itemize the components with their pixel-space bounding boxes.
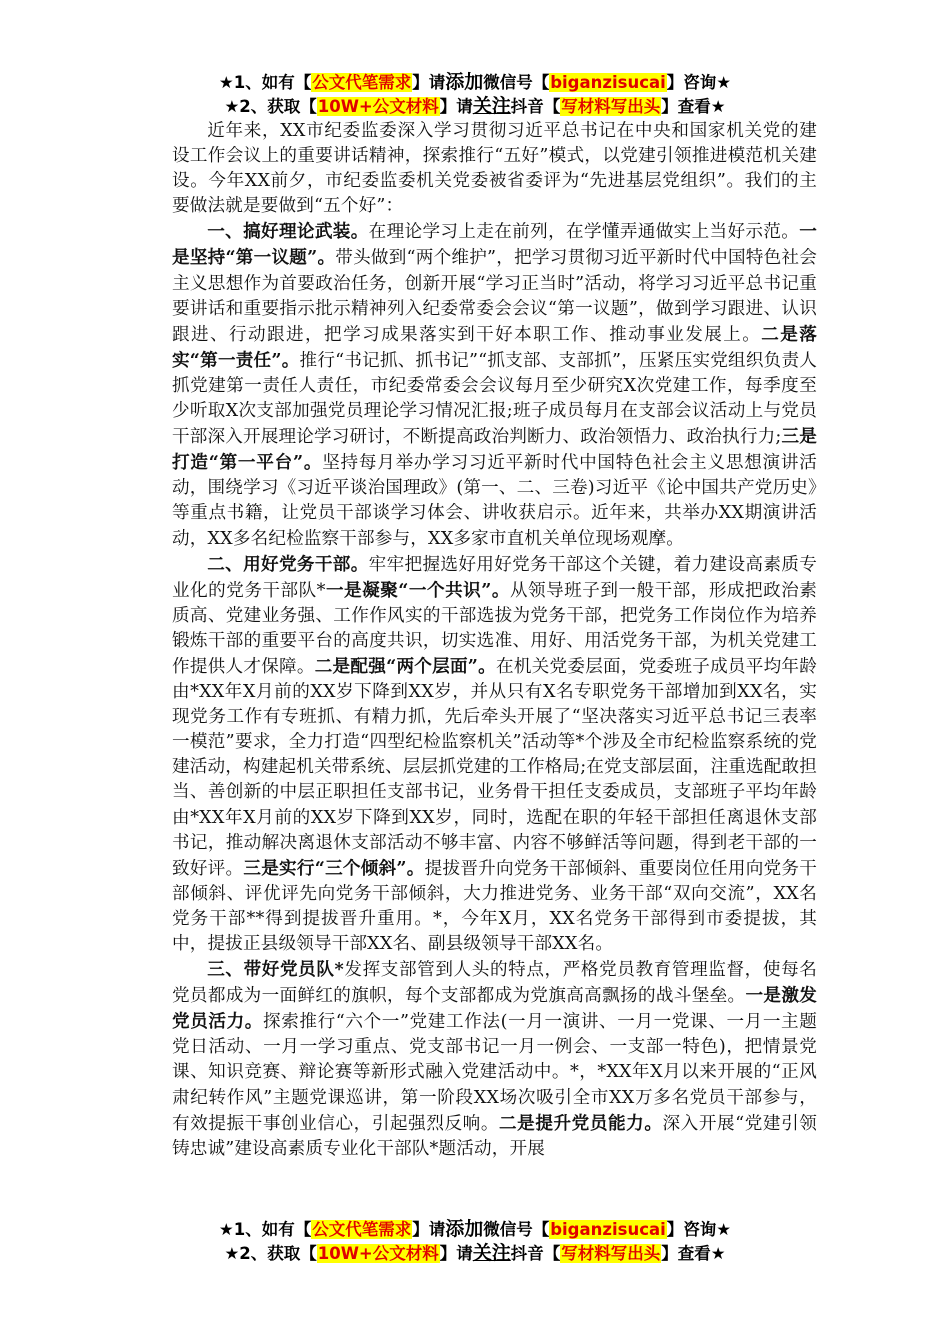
promo-highlight: 公文代笔需求 (312, 1220, 412, 1239)
promo-douyin-id: 写材料写出头 (561, 1244, 661, 1263)
intro-paragraph: 近年来，XX市纪委监委深入学习贯彻习近平总书记在中央和国家机关党的建设工作会议上的重要讲话精神，探索推行“五好”模式，以党建引领推进模范机关建设。今年XX前夕，市纪委监委机关党委被省委评为“先进基层党组织”。我们的主要做法就是要做到“五个好”： (172, 121, 817, 217)
promo-line-2-footer (0, 1241, 950, 1266)
promo-line-1-footer (0, 1217, 950, 1242)
promo-text: 】请 (412, 1220, 446, 1239)
promo-text: 】请 (412, 73, 446, 92)
promo-highlight: 10W+公文材料 (317, 97, 439, 116)
section-heading: 三、带好党员队* (207, 959, 344, 981)
promo-wechat-id: biganzisucai (550, 73, 666, 92)
point-heading: 三是实行“三个倾斜”。 (243, 857, 425, 879)
paragraph-text: 在理论学习上走在前列，在学懂弄通做实上当好示范。 (368, 222, 800, 243)
paragraph-text: 带头做到“两个维护”，把学习贯彻习近平新时代中国特色社会主义思想作为首要政治任务，创新开展“学习正当时”活动，将学习习近平总书记重要讲话和重要指示批示精神列入纪委常委会会议“第一议题”，做到学习跟进、认识跟进、行动跟进，把学习成果落实到干好本职工作、推动事业发展上。 (172, 248, 817, 345)
promo-highlight: 10W+公文材料 (317, 1244, 439, 1263)
promo-text: 抖音【 (510, 1244, 561, 1263)
promo-text: 微信号【 (483, 73, 550, 92)
promo-emphasis: 关注 (472, 95, 511, 117)
section-3-paragraph (172, 957, 817, 1162)
promo-highlight: 公文代笔需求 (312, 73, 412, 92)
promo-prefix: ★1、如有【 (218, 73, 312, 92)
promo-prefix: ★2、获取【 (224, 97, 317, 116)
promo-text: 微信号【 (483, 1220, 550, 1239)
section-1-paragraph (172, 219, 817, 551)
promo-line-1 (0, 70, 950, 95)
promo-suffix: 】咨询★ (666, 73, 732, 92)
paragraph-text: 在机关党委层面，党委班子成员平均年龄由*XX年X月前的XX岁下降到XX岁，并从只有X名专职党务干部增加到XX名，实现党务工作有专班抓、有精力抓，先后牵头开展了“坚决落实习近平总书记三表率一模范”要求，全力打造“四型纪检监察机关”活动等*个涉及全市纪检监察系统的党建活动，构建起机关带系统、层层抓党建的工作格局;在党支部层面，注重选配敢担当、善创新的中层正职担任支部书记，业务骨干担任支委成员，支部班子平均年龄由*XX年X月前的XX岁下降到XX岁，同时，选配在职的年轻干部担任离退休支部书记，推动解决离退休支部活动不够丰富、内容不够鲜活等问题，得到老干部的一致好评。 (172, 656, 818, 879)
promo-emphasis: 添加 (445, 1218, 484, 1240)
section-2-paragraph (172, 552, 817, 958)
point-heading: 一是激发党员活力。 (172, 985, 817, 1033)
promo-text: 】请 (439, 97, 473, 116)
point-heading: 三是打造“第一平台”。 (172, 426, 817, 474)
paragraph-text: 推行“书记抓、抓书记”“抓支部、支部抓”，压紧压实党组织负责人抓党建第一责任人责任，市纪委常委会会议每月至少研究X次党建工作，每季度至少听取X次支部加强党员理论学习情况汇报;班子成员每月在支部会议活动上与党员干部深入开展理论学习研讨，不断提高政治判断力、政治领悟力、政治执行力; (172, 350, 817, 448)
paragraph-text: 提拔晋升向党务干部倾斜、重要岗位任用向党务干部倾斜、评优评先向党务干部倾斜，大力推进党务、业务干部“双向交流”，XX名党务干部**得到提拔晋升重用。*，今年X月，XX名党务干部得到市委提拔，其中，提拔正县级领导干部XX名、副县级领导干部XX名。 (172, 858, 817, 954)
promo-text: 】请 (439, 1244, 473, 1263)
section-heading: 二、用好党务干部。 (207, 553, 369, 575)
promo-prefix: ★2、获取【 (224, 1244, 317, 1263)
promo-suffix: 】咨询★ (666, 1220, 732, 1239)
promo-wechat-id: biganzisucai (550, 1220, 666, 1239)
promo-emphasis: 关注 (472, 1242, 511, 1264)
promo-line-2 (0, 94, 950, 119)
paragraph-text: 牢牢把握选好用好党务干部这个关键，着力建设高素质专业化的党务干部队* (172, 554, 817, 601)
promo-suffix: 】查看★ (661, 1244, 726, 1263)
promo-prefix: ★1、如有【 (218, 1220, 312, 1239)
promo-emphasis: 添加 (445, 71, 484, 93)
paragraph-text: 深入开展“党建引领铸忠诚”建设高素质专业化干部队*题活动，开展 (172, 1113, 817, 1159)
point-heading: 一是坚持“第一议题”。 (172, 221, 817, 269)
paragraph-text: 探索推行“六个一”党建工作法(一月一演讲、一月一党课、一月一主题党日活动、一月一学习重点、党支部书记一月一例会、一支部一特色)，把情景党课、知识竞赛、辩论赛等新形式融入党建活动中。*，*XX年X月以来开展的“正风肃纪转作风”主题党课巡讲，第一阶段XX场次吸引全市XX万多名党员干部参与，有效提振干事创业信心，引起强烈反响。 (172, 1012, 817, 1134)
point-heading: 二是配强“两个层面”。 (314, 655, 496, 677)
paragraph-text: 发挥支部管到人头的特点，严格党员教育管理监督，使每名党员都成为一面鲜红的旗帜，每个支部都成为党旗高高飘扬的战斗堡垒。 (172, 960, 818, 1007)
section-heading: 一、搞好理论武装。 (207, 221, 369, 243)
promo-suffix: 】查看★ (661, 97, 726, 116)
point-heading: 二是落实“第一责任”。 (172, 323, 818, 371)
promo-text: 抖音【 (510, 97, 561, 116)
point-heading: 二是提升党员能力。 (499, 1112, 663, 1134)
paragraph-text: 坚持每月举办学习习近平新时代中国特色社会主义思想演讲活动，围绕学习《习近平谈治国理政》(第一、二、三卷)习近平《论中国共产党历史》等重点书籍，让党员干部谈学习体会、讲收获启示。近年来，共举办XX期演讲活动，XX多名纪检监察干部参与，XX多家市直机关单位现场观摩。 (172, 453, 817, 549)
paragraph-text: 从领导班子到一般干部，形成把政治素质高、党建业务强、工作作风实的干部选拔为党务干部，把党务工作岗位作为培养锻炼干部的重要平台的高度共识，切实选准、用好、用活党务干部，为机关党建工作提供人才保障。 (172, 580, 818, 677)
promo-douyin-id: 写材料写出头 (561, 97, 661, 116)
article-body (172, 119, 817, 1162)
point-heading: 一是凝聚“一个共识”。 (325, 579, 510, 601)
